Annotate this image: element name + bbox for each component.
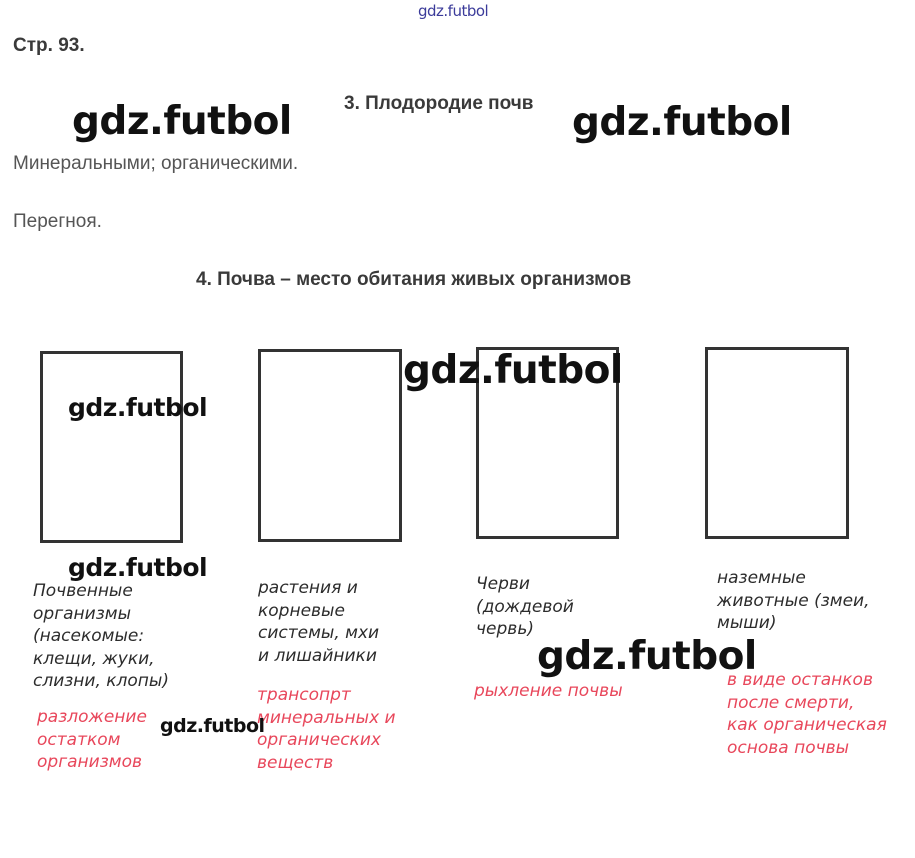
section-3-answer-1: Минеральными; органическими.: [13, 153, 299, 174]
watermark: gdz.futbol: [403, 348, 623, 393]
watermark: gdz.futbol: [572, 100, 792, 145]
drawing-box-4: [705, 347, 849, 539]
section-4-title: 4. Почва – место обитания живых организмов: [196, 269, 632, 290]
column-1-answer: разложение остатком организмов: [37, 707, 147, 772]
watermark: gdz.futbol: [68, 553, 208, 582]
column-4-answer: в виде останков после смерти, как органическая основа почвы: [727, 670, 887, 758]
drawing-box-1: [40, 351, 183, 543]
top-watermark: gdz.futbol: [418, 2, 489, 20]
drawing-box-2: [258, 349, 402, 542]
watermark: gdz.futbol: [160, 715, 265, 737]
column-2-label: растения и корневые системы, мхи и лишайники: [258, 578, 380, 666]
watermark: gdz.futbol: [68, 393, 208, 422]
watermark: gdz.futbol: [72, 99, 292, 144]
column-2-answer: трансопрт минеральных и органических веществ: [257, 685, 396, 773]
section-3-answer-2: Перегноя.: [13, 211, 102, 232]
page-number: Стр. 93.: [13, 35, 85, 56]
column-3-answer: рыхление почвы: [474, 681, 623, 701]
column-4-label: наземные животные (змеи, мыши): [717, 568, 870, 633]
column-1-label: Почвенные организмы (насекомые: клещи, жуки, слизни, клопы): [33, 581, 169, 691]
column-3-label: Черви (дождевой червь): [476, 574, 574, 639]
watermark: gdz.futbol: [537, 634, 757, 679]
section-3-title: 3. Плодородие почв: [344, 93, 534, 114]
